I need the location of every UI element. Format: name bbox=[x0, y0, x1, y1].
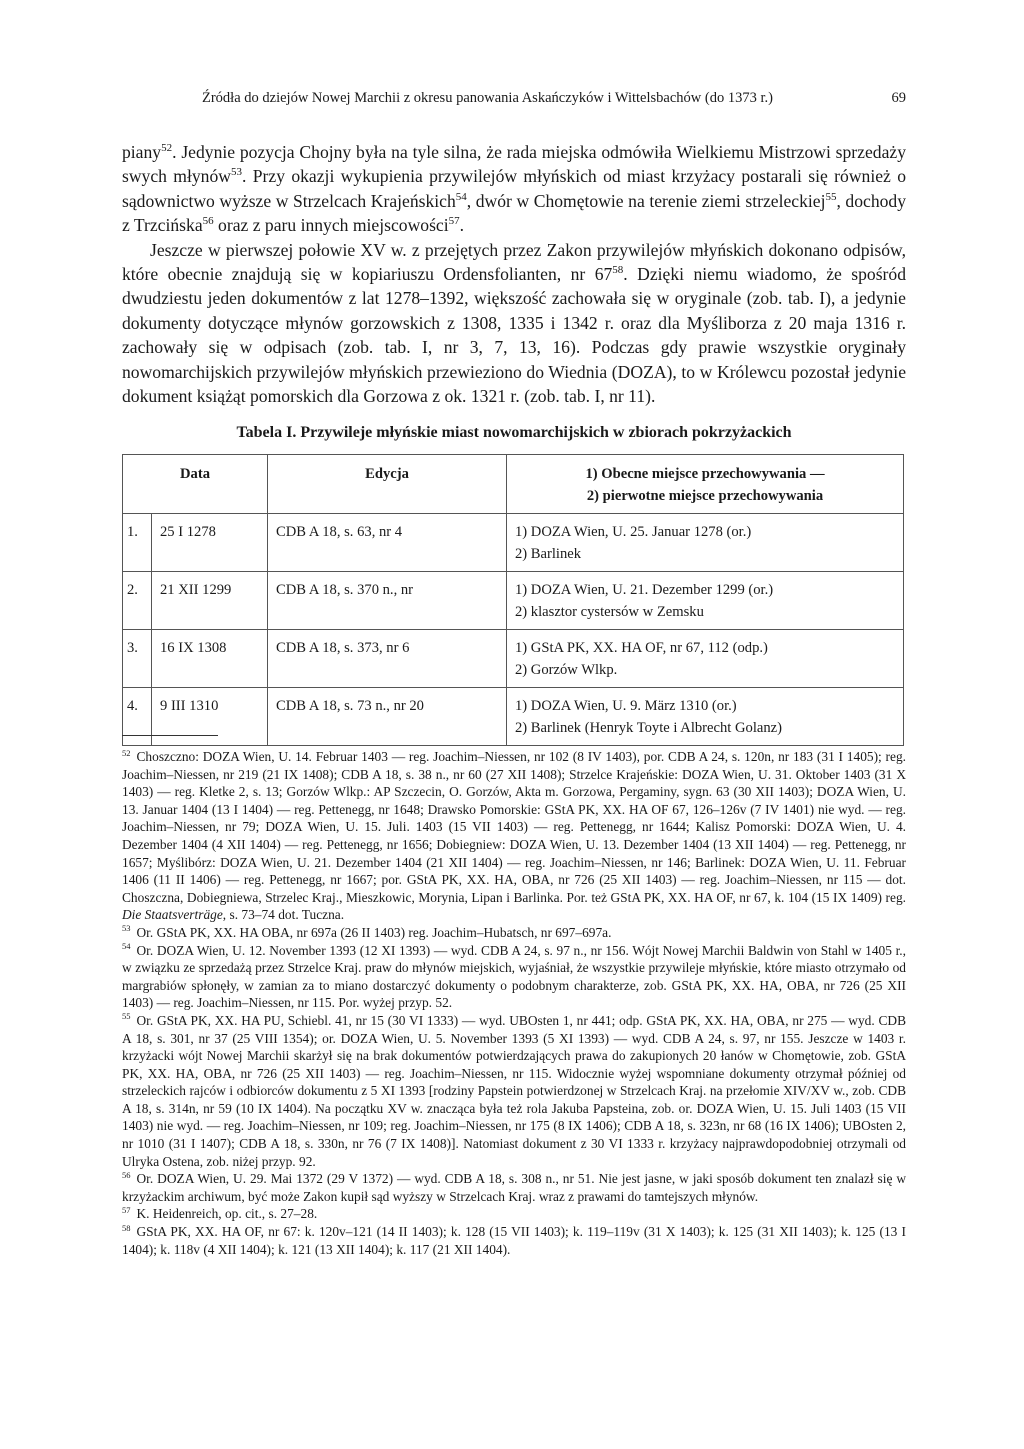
footnote-text: K. Heidenreich, op. cit., s. 27–28. bbox=[136, 1206, 318, 1222]
footnote-number: 58 bbox=[122, 1222, 131, 1233]
footnote-text-tail: , s. 73–74 dot. Tuczna. bbox=[222, 907, 345, 923]
row-location-current: 1) DOZA Wien, U. 9. März 1310 (or.) bbox=[515, 698, 737, 714]
table-title: Tabela I. Przywileje młyńskie miast nowomarchijskich w zbiorach pokrzyżackich bbox=[236, 424, 792, 441]
footnote-number: 53 bbox=[122, 923, 131, 934]
footnote-54 bbox=[122, 942, 906, 1012]
table-row bbox=[123, 572, 904, 630]
footnote-ref-58[interactable]: 58 bbox=[612, 264, 624, 277]
footnote-ref-56[interactable]: 56 bbox=[202, 215, 214, 228]
footnote-number: 57 bbox=[122, 1204, 131, 1215]
footnote-text: Or. GStA PK, XX. HA PU, Schiebl. 41, nr 15 (30 VI 1333) — wyd. UBOsten 1, nr 441; odp. GStA PK, XX. HA, OBA, nr 275 — wyd. CDB A 18, s. 301, nr 37 (25 VIII 1354); or. DOZA Wien, U. 5. November 1393 (5 XI 1393) — wyd. CDB A 24, s. 97, nr 155. Jeszcze w 1403 r. krzyżacki wójt Nowej Marchii skarżył się na brak dokumentów potwierdzających prawa do zakupionych 20 łanów w Chomętowie, zob. GStA PK, XX. HA, OBA, nr 726 (25 XII 1403) — reg. Joachim–Niessen, nr 115. Widocznie wyżej wspomniane dokumenty otrzymał później od strzeleckich rajców i odbiorców dokumentu z 5 XI 1393 [rodziny Papstein potwierdzonej w Strzelcach Kraj. na przełomie XIV/XV w., zob. CDB A 18, s. 314n, nr 59 (10 IX 1404). Na początku XV w. znacząca była też rola Jakuba Papsteina, zob. or. DOZA Wien, U. 15. Juli 1403 (15 VII 1403) nie wyd. — reg. Joachim–Niessen, nr 109; reg. Joachim–Niessen, nr 175 (8 IX 1406); CDB A 18, s. 323n, nr 68 (16 IX 1406); UBOsten 2, nr 1010 (31 I 1407); CDB A 18, s. 330n, nr 76 (7 IX 1408)]. Natomiast dokument z 30 VI 1333 r. krzyżacy najprawdopodobniej otrzymali od Ulryka Ostena, zob. niżej przyp. 92. bbox=[122, 1012, 906, 1169]
footnote-ref-52[interactable]: 52 bbox=[161, 142, 173, 155]
footnote-text: Choszczno: DOZA Wien, U. 14. Februar 1403 — reg. Joachim–Niessen, nr 102 (8 IV 1403), por. CDB A 24, s. 120n, nr 183 (31 I 1405); reg. Joachim–Niessen, nr 219 (21 IX 1408); CDB A 18, s. 38 n., nr 60 (27 XII 1408); Strzelce Krajeńskie: DOZA Wien, U. 31. Oktober 1403 (31 X 1403) — reg. Kletke 2, s. 13; Gorzów Wlkp.: AP Szczecin, O. Gorzów, Akta m. Gorzowa, Pergaminy, sygn. 63 (30 XII 1403); DOZA Wien, U. 13. Januar 1404 (13 I 1404) — reg. Pettenegg, nr 1648; Drawsko Pomorskie: GStA PK, XX. HA OF 67, 126–126v (7 IV 1401) nie wyd. — reg. Joachim–Niessen, nr 79; DOZA Wien, U. 15. Juli. 1403 (15 VII 1403) — reg. Pettenegg, nr 1644; Kalisz Pomorski: DOZA Wien, U. 4. Dezember 1404 (4 XII 1404) — reg. Pettenegg, nr 1656; Dobiegniew: DOZA Wien, U. 13. Dezember 1404 (13 XII 1404) — reg. Pettenegg, nr 1657; Myślibórz: DOZA Wien, U. 21. Dezember 1404 (21 XII 1404) — reg. Joachim–Niessen, nr 146; Barlinek: DOZA Wien, U. 11. Februar 1406 (11 II 1406) — reg. Pettenegg, nr 1667; por. GStA PK, XX. HA, OBA, nr 726 (25 XII 1403) — reg. Joachim–Niessen, nr 115 — dot. Choszczna, Dobiegniewa, Strzelec Kraj., Mieszkowic, Morynia, Lipan i Barlinka. Por. też GStA PK, XX. HA OF, nr 67, k. 104 (15 IX 1409) reg. bbox=[122, 749, 906, 905]
row-location-original: 2) Barlinek (Henryk Toyte i Albrecht Golanz) bbox=[515, 720, 782, 736]
row-number: 3. bbox=[123, 630, 152, 688]
row-location bbox=[507, 572, 904, 630]
footnote-ref-55[interactable]: 55 bbox=[825, 190, 837, 203]
header-miejsce bbox=[507, 455, 904, 514]
footnote-rule bbox=[122, 735, 218, 736]
table-row bbox=[123, 630, 904, 688]
row-location-original: 2) Gorzów Wlkp. bbox=[515, 662, 618, 678]
footnote-text: Or. GStA PK, XX. HA OBA, nr 697a (26 II 1403) reg. Joachim–Hubatsch, nr 697–697a. bbox=[136, 924, 612, 940]
text-run: . bbox=[459, 215, 465, 236]
row-location-current: 1) GStA PK, XX. HA OF, nr 67, 112 (odp.) bbox=[515, 640, 768, 656]
row-location bbox=[507, 514, 904, 572]
footnote-number: 52 bbox=[122, 747, 131, 758]
footnote-ref-53[interactable]: 53 bbox=[230, 166, 242, 179]
row-number: 4. bbox=[123, 688, 152, 746]
row-date: 25 I 1278 bbox=[152, 514, 268, 572]
paragraph-2 bbox=[122, 238, 906, 409]
paragraph-1 bbox=[122, 140, 906, 238]
footnote-italic-title: Die Staatsverträge bbox=[122, 907, 223, 923]
footnote-56 bbox=[122, 1170, 906, 1205]
row-location-original: 2) klasztor cystersów w Zemsku bbox=[515, 604, 704, 620]
row-edition: CDB A 18, s. 73 n., nr 20 bbox=[268, 688, 507, 746]
text-run: . Przy okazji wykupienia przywilejów młyńskich od miast krzyżacy postarali się również o sądownictwo wyższe w Strzelcach Krajeńskich bbox=[122, 166, 906, 211]
text-run: , dochody z Trzcińska bbox=[122, 190, 907, 236]
text-run: , dwór w Chomętowie na terenie ziemi strzeleckiej bbox=[466, 190, 826, 211]
footnote-number: 55 bbox=[122, 1011, 131, 1022]
footnote-number: 56 bbox=[122, 1169, 131, 1180]
footnote-57 bbox=[122, 1205, 906, 1223]
text-run: piany bbox=[122, 142, 162, 162]
table-row bbox=[123, 514, 904, 572]
footnotes bbox=[122, 748, 906, 1258]
row-location bbox=[507, 688, 904, 746]
row-number: 2. bbox=[123, 572, 152, 630]
row-location bbox=[507, 630, 904, 688]
row-date: 16 IX 1308 bbox=[152, 630, 268, 688]
footnote-number: 54 bbox=[122, 941, 131, 952]
row-location-current: 1) DOZA Wien, U. 21. Dezember 1299 (or.) bbox=[515, 582, 774, 598]
row-edition: CDB A 18, s. 63, nr 4 bbox=[268, 514, 507, 572]
row-date: 21 XII 1299 bbox=[152, 572, 268, 630]
row-location-current: 1) DOZA Wien, U. 25. Januar 1278 (or.) bbox=[515, 524, 752, 540]
row-edition: CDB A 18, s. 370 n., nr bbox=[268, 572, 507, 630]
footnote-53 bbox=[122, 924, 906, 942]
privileges-table bbox=[122, 454, 904, 746]
header-edycja: Edycja bbox=[268, 455, 507, 514]
row-date: 9 III 1310 bbox=[152, 688, 268, 746]
running-head-title: Źródła do dziejów Nowej Marchii z okresu panowania Askańczyków i Wittelsbachów (do 1373 r.) bbox=[202, 90, 773, 106]
footnote-55 bbox=[122, 1012, 906, 1170]
header-data: Data bbox=[123, 455, 268, 514]
table-header-row bbox=[123, 455, 904, 514]
text-run: Jeszcze w pierwszej połowie XV w. z przejętych przez Zakon przywilejów młyńskich dokonano odpisów, które obecnie znajdują się w kopiariuszu Ordensfolianten, nr 67 bbox=[122, 239, 906, 285]
row-number: 1. bbox=[123, 514, 152, 572]
footnote-ref-57[interactable]: 57 bbox=[448, 215, 460, 228]
body-text bbox=[122, 140, 906, 408]
text-run: oraz z paru innych miejscowości bbox=[213, 215, 449, 236]
footnote-ref-54[interactable]: 54 bbox=[455, 190, 467, 203]
text-run: . Dzięki niemu wiadomo, że spośród dwudziestu jeden dokumentów z lat 1278–1392, większość zachowała się w oryginale (zob. tab. I), a jedynie dokumenty dotyczące młynów gorzowskich z 1308, 1335 i 1342 r. oraz dla Myśliborza z 20 maja 1316 r. zachowały się w odpisach (zob. tab. I, nr 3, 7, 13, 16). Podczas gdy prawie wszystkie oryginały nowomarchijskich przywilejów młyńskich przewieziono do Wiednia (DOZA), to w Królewcu pozostał jedynie dokument książąt pomorskich dla Gorzowa z ok. 1321 r. (zob. tab. I, nr 11). bbox=[122, 264, 906, 407]
table-row bbox=[123, 688, 904, 746]
footnote-text: Or. DOZA Wien, U. 12. November 1393 (12 XI 1393) — wyd. CDB A 24, s. 97 n., nr 156. Wójt Nowej Marchii Baldwin von Stahl w 1405 r., w związku ze sprzedażą przez Strzelce Kraj. praw do młynów miejskich, wyjaśniał, że wszystkie przywileje młyńskie, które miasto otrzymało od margrabiów spłonęły, w zamian za to miano dostarczyć dokumenty o podobnym charakterze, zob. GStA PK, XX. HA, OBA, nr 726 (25 XII 1403) — reg. Joachim–Niessen, nr 115. Por. wyżej przyp. 52. bbox=[122, 942, 906, 1011]
header-miejsce-line-2: 2) pierwotne miejsce przechowywania bbox=[586, 488, 824, 504]
row-edition: CDB A 18, s. 373, nr 6 bbox=[268, 630, 507, 688]
footnote-text: GStA PK, XX. HA OF, nr 67: k. 120v–121 (14 II 1403); k. 128 (15 VII 1403); k. 119–119v (31 X 1403); k. 125 (31 XII 1403); k. 125 (13 I 1404); k. 118v (4 XII 1404); k. 121 (13 XII 1404); k. 117 (21 XII 1404). bbox=[122, 1224, 906, 1257]
footnote-52 bbox=[122, 748, 906, 924]
footnote-text: Or. DOZA Wien, U. 29. Mai 1372 (29 V 1372) — wyd. CDB A 18, s. 308 n., nr 51. Nie jest jasne, w jaki sposób dokument ten znalazł się w krzyżackim archiwum, być może Zakon kupił sąd wyższy w Strzelcach Kraj. wraz z prawami do tamtejszych młynów. bbox=[122, 1171, 906, 1204]
text-run: . Jedynie pozycja Chojny była na tyle silna, że rada miejska odmówiła Wielkiemu Mistrzowi sprzedaży swych młynów bbox=[122, 142, 906, 187]
header-miejsce-line-1: 1) Obecne miejsce przechowywania — bbox=[585, 466, 825, 482]
row-location-original: 2) Barlinek bbox=[515, 546, 582, 562]
footnote-58 bbox=[122, 1223, 906, 1258]
page-number: 69 bbox=[891, 90, 906, 106]
